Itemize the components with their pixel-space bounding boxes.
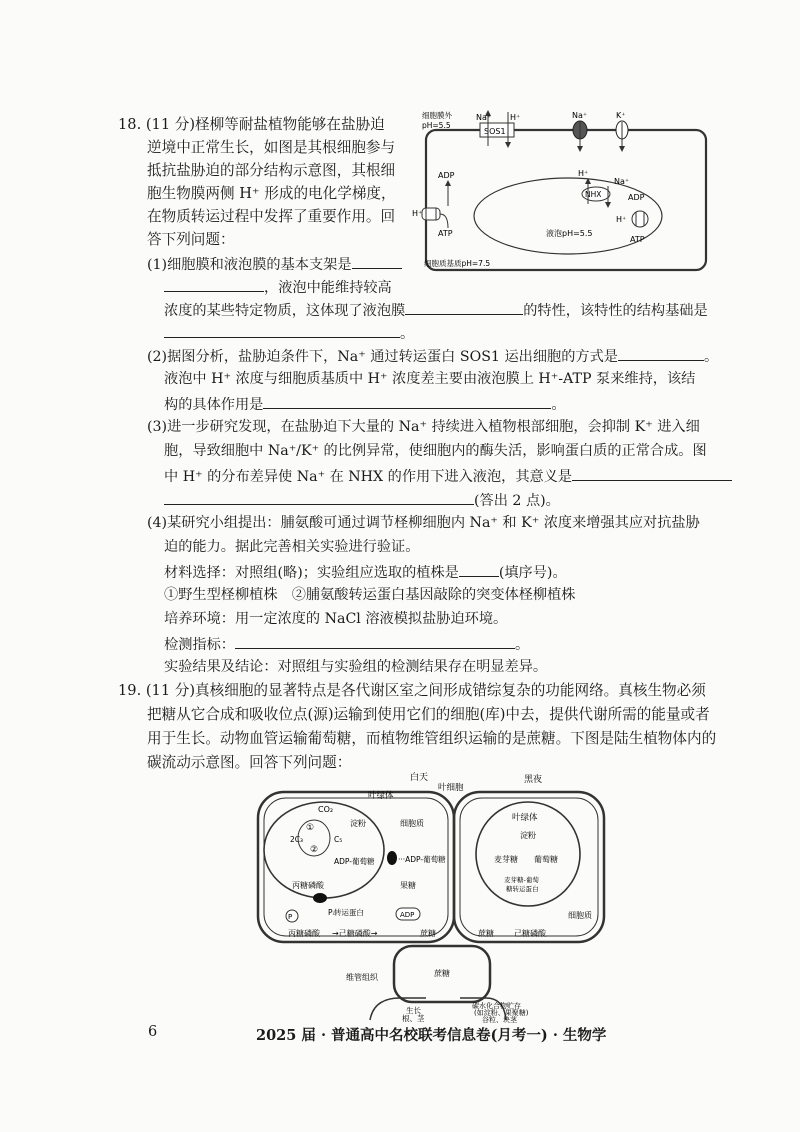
q19-stem-line: 把糖从它合成和吸收位点(源)运输到使用它们的细胞(库)中去，提供代谢所需的能量或者 xyxy=(147,706,710,723)
k-label: K⁺ xyxy=(616,111,626,120)
q18-part4-options: ①野生型柽柳植株 ②脯氨酸转运蛋白基因敲除的突变体柽柳植株 xyxy=(164,587,576,603)
fructose-label: 果糖 xyxy=(400,881,416,890)
page-number: 6 xyxy=(148,1024,158,1040)
answer-blank[interactable] xyxy=(164,325,400,338)
atp-label: ATP xyxy=(630,235,645,244)
q18-part4-line2: 迫的能力。据此完善相关实验进行验证。 xyxy=(164,539,420,555)
q18-stem-line: 胞生物膜两侧 H⁺ 形成的电化学梯度， xyxy=(147,185,396,202)
cell-membrane xyxy=(426,130,706,270)
triose-label-2: 丙糖磷酸 xyxy=(288,929,320,938)
cytosol-label: 细胞质基质pH=7.5 xyxy=(424,259,491,268)
maltose-label: 麦芽糖 xyxy=(494,855,518,864)
chloroplast-day xyxy=(264,802,384,898)
h-label: H⁺ xyxy=(578,169,589,178)
adp-label: ADP xyxy=(628,193,645,202)
q18-part4-line1: (4)某研究小组提出：脯氨酸可通过调节柽柳细胞内 Na⁺ 和 K⁺ 浓度来增强其应对抗盐胁 xyxy=(147,515,700,531)
outside-label: 细胞膜外 xyxy=(422,111,452,120)
q18-part1-line2: ，液泡中能维持较高 xyxy=(164,279,392,295)
q19-carbon-flow-diagram xyxy=(250,770,610,1022)
arrowhead-icon xyxy=(605,202,611,208)
q19-stem-line: 碳流动示意图。回答下列问题： xyxy=(147,754,352,771)
q19-stem-line: 19. (11 分)真核细胞的显著特点是各代谢区室之间形成错综复杂的功能网络。真核生物必须 xyxy=(118,682,706,699)
q18-part4-line3: 材料选择：对照组(略)；实验组应选取的植株是 (填序号)。 xyxy=(164,565,567,581)
c3-label: 2C₃ xyxy=(290,835,304,844)
q18-part4-line6: 检测指标： 。 xyxy=(164,637,530,653)
q18-part3-line3: 中 H⁺ 的分布差异使 Na⁺ 在 NHX 的作用下进入液泡，其意义是 xyxy=(164,468,732,484)
glucose-label: 葡萄糖 xyxy=(534,855,558,864)
answer-blank[interactable] xyxy=(235,636,515,649)
transporter-label: 麦芽糖-葡萄 xyxy=(504,876,539,884)
q18-part3-line1: (3)进一步研究发现，在盐胁迫下大量的 Na⁺ 持续进入植物根部细胞，会抑制 K⁺ 进入细 xyxy=(147,419,700,435)
q18-stem-line: 抵抗盐胁迫的部分结构示意图，其根细 xyxy=(147,162,396,179)
triose-label: 丙糖磷酸 xyxy=(292,881,324,890)
answer-blank[interactable] xyxy=(352,256,402,269)
atp-label: ATP xyxy=(438,229,453,238)
starch-label: 淀粉 xyxy=(350,819,366,828)
h-label: H⁺ xyxy=(510,113,521,122)
storage-label: (如淀粉、果聚糖) xyxy=(474,1009,529,1017)
answer-blank[interactable] xyxy=(164,492,474,505)
q18-part1-line1: (1)细胞膜和液泡膜的基本支架是 xyxy=(147,256,402,272)
q18-stem-line: 答下列问题： xyxy=(147,231,235,248)
c5-label: C₅ xyxy=(334,835,343,844)
storage-label: 谷粒、块茎 xyxy=(482,1016,517,1024)
outside-ph-label: pH=5.5 xyxy=(422,121,451,130)
h-label: H⁺ xyxy=(616,215,627,224)
q18-root-cell-diagram xyxy=(412,108,714,274)
q18-part3-line4: (答出 2 点)。 xyxy=(164,492,560,508)
storage-label: 碳水化合物贮存 xyxy=(472,1002,521,1010)
q18-part2-line3: 构的具体作用是 。 xyxy=(164,397,566,413)
sucrose-label-3: 蔗糖 xyxy=(434,969,450,978)
answer-blank[interactable] xyxy=(263,396,551,409)
h-atp-pump xyxy=(422,208,440,220)
h-atp-pump-vacuole xyxy=(632,211,648,227)
h-label: H⁺ xyxy=(412,209,423,218)
arrowhead-icon xyxy=(577,146,583,152)
na-label: Na⁺ xyxy=(572,111,588,120)
p-label: P xyxy=(288,913,293,921)
q19-stem-line: 用于生长。动物血管运输葡萄糖，而植物维管组织运输的是蔗糖。下图是陆生植物体内的 xyxy=(147,730,717,747)
cytoplasm-label-2: 细胞质 xyxy=(568,911,592,920)
growth-label: 生长 xyxy=(406,1006,421,1015)
answer-blank[interactable] xyxy=(164,279,264,292)
adp-label: ADP xyxy=(400,911,415,919)
sucrose-label-2: 蔗糖 xyxy=(478,929,494,938)
q18-stem-line: 在物质转运过程中发挥了重要作用。回 xyxy=(147,208,396,225)
day-label: 白天 xyxy=(410,773,429,783)
vacuole-label: 液泡pH=5.5 xyxy=(546,229,593,238)
q18-part4-line5: 培养环境：用一定浓度的 NaCl 溶液模拟盐胁迫环境。 xyxy=(164,611,508,627)
chloroplast-label: 叶绿体 xyxy=(368,791,394,801)
co2-label: CO₂ xyxy=(318,805,334,814)
na-label: Na⁺ xyxy=(614,177,630,186)
adp-label: ADP xyxy=(438,171,455,180)
q18-part2-line1: (2)据图分析，盐胁迫条件下，Na⁺ 通过转运蛋白 SOS1 运出细胞的方式是 。 xyxy=(147,349,719,365)
hexose-phosphate-label: →己糖磷酸→ xyxy=(332,929,378,938)
starch-label-2: 淀粉 xyxy=(520,831,536,840)
circle-2: ② xyxy=(310,845,319,855)
growth-label: 根、茎 xyxy=(402,1014,425,1023)
q18-stem-line: 逆境中正常生长，如图是其根细胞参与 xyxy=(147,139,396,156)
arrowhead-icon xyxy=(505,142,511,148)
na-label: Na⁺ xyxy=(476,113,492,122)
q18-part3-line2: 胞，导致细胞中 Na⁺/K⁺ 的比例异常，使细胞内的酶失活，影响蛋白质的正常合成。图 xyxy=(164,443,707,459)
answer-blank[interactable] xyxy=(459,564,499,577)
adp-glucose-label-2: ···ADP-葡萄糖 xyxy=(398,855,446,864)
adp-glucose-label: ADP-葡萄糖 xyxy=(334,857,375,866)
arrowhead-icon xyxy=(619,146,625,152)
transporter-label: 糖转运蛋白 xyxy=(506,885,539,893)
q18-part4-line7: 实验结果及结论：对照组与实验组的检测结果存在明显差异。 xyxy=(164,659,548,675)
q18-part1-line3: 浓度的某些特定物质，这体现了液泡膜 的特性，该特性的结构基础是 xyxy=(164,303,708,319)
cytoplasm-label: 细胞质 xyxy=(400,819,424,828)
q18-part1-line4: 。 xyxy=(164,325,414,341)
circle-1: ① xyxy=(306,823,315,833)
footer-title: 2025 届 · 普通高中名校联考信息卷(月考一) · 生物学 xyxy=(256,1027,607,1044)
answer-blank[interactable] xyxy=(405,302,523,315)
leaf-cell-label: 叶细胞 xyxy=(438,783,464,793)
pi-transporter-label: Pᵢ转运蛋白 xyxy=(328,908,364,917)
sos1-label: SOS1 xyxy=(484,127,506,136)
q18-stem-line: 18. (11 分)柽柳等耐盐植物能够在盐胁迫 xyxy=(118,116,385,133)
chloroplast-label-2: 叶绿体 xyxy=(512,813,538,823)
q18-part2-line2: 液泡中 H⁺ 浓度与细胞质基质中 H⁺ 浓度差主要由液泡膜上 H⁺-ATP 泵来维持，该结 xyxy=(164,371,696,387)
arrowhead-icon xyxy=(445,180,451,186)
vascular-label: 维管组织 xyxy=(346,973,378,982)
hexose-phosphate-label-2: 己糖磷酸 xyxy=(514,929,546,938)
night-label: 黑夜 xyxy=(524,775,543,785)
answer-blank[interactable] xyxy=(572,468,732,481)
nhx-label: NHX xyxy=(585,190,602,199)
sucrose-label: 蔗糖 xyxy=(420,929,436,938)
answer-blank[interactable] xyxy=(618,348,704,361)
